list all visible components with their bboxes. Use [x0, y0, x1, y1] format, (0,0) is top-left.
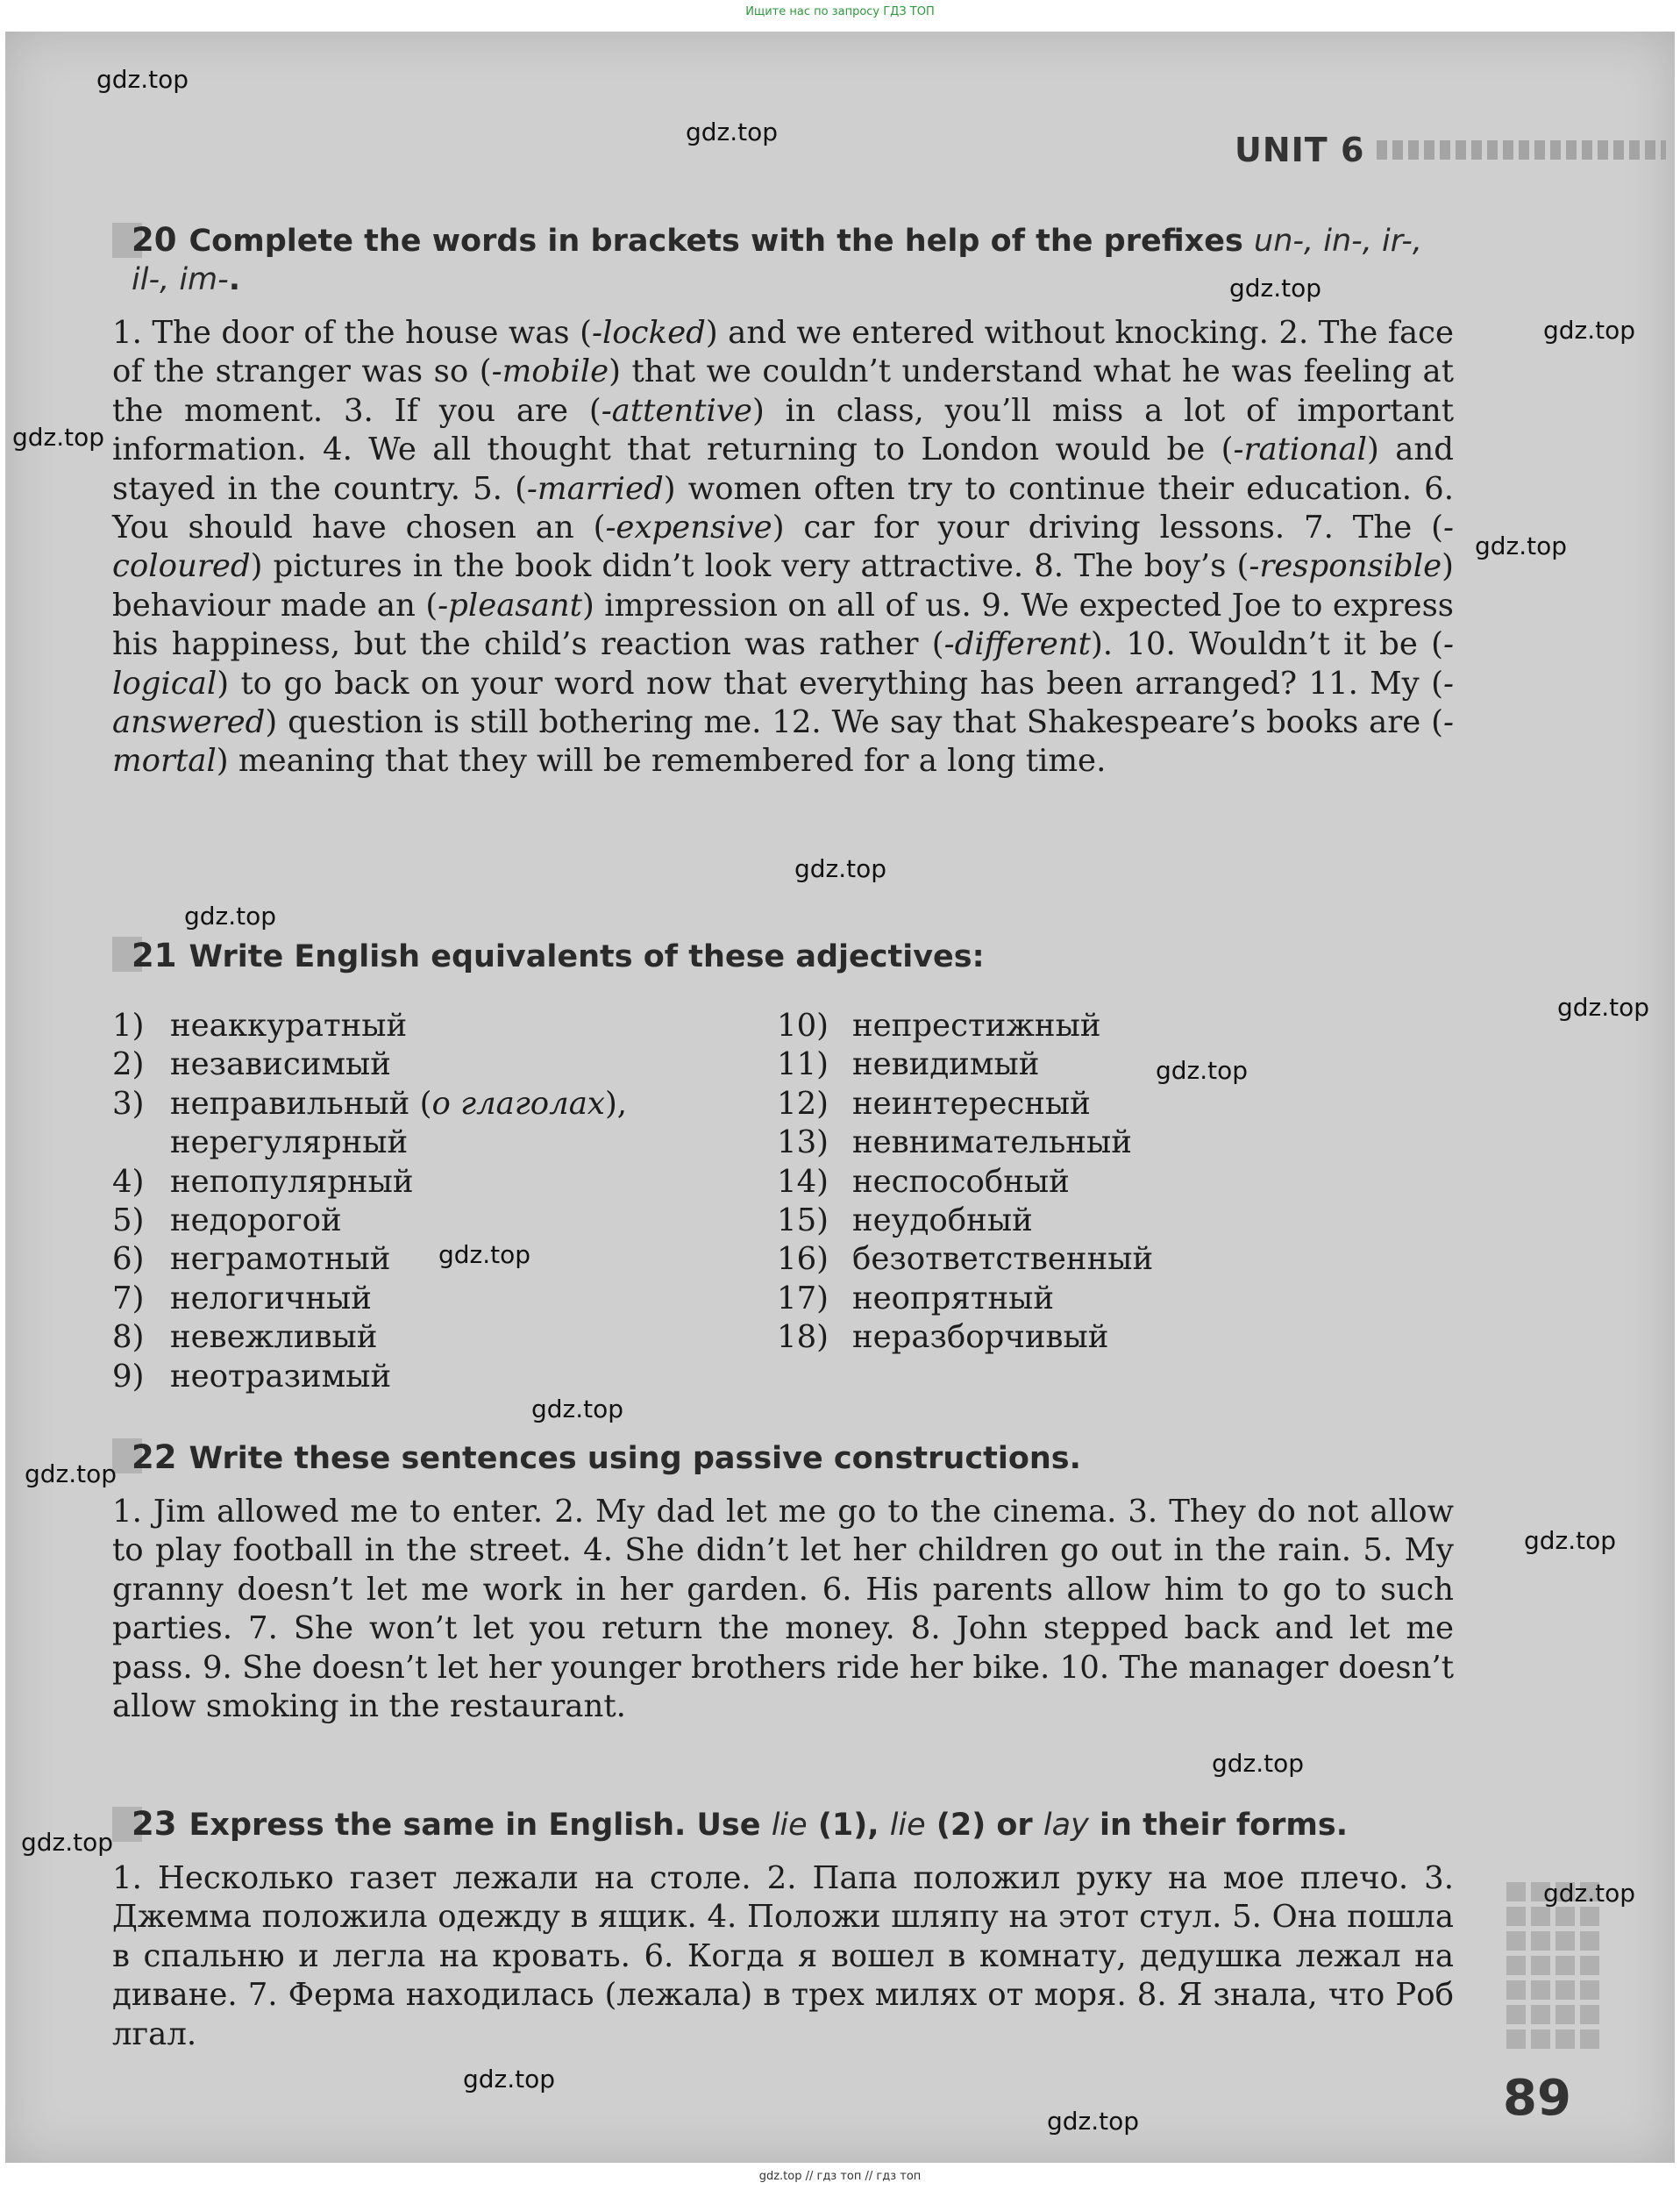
exercise-23-text: 1. Несколько газет лежали на столе. 2. Папа положил руку на мое плечо. 3. Джемма положила одежду в ящик. 4. Положи шляпу на этот стул. 5. Она пошла в спальню и легла на кровать. 6. Когда я вошел в комнату, дедушка лежал на диване. 7. Ферма находилась (лежала) в трех милях от моря. 8. Я знала, что Роб лгал. — [112, 1860, 1454, 2052]
adjective-word: нелогичный — [170, 1280, 372, 1316]
adjective-item — [777, 1240, 1153, 1279]
adjective-word: неинтересный — [852, 1085, 1091, 1122]
adjective-item — [112, 1163, 627, 1202]
sentence-text: ) and stayed in the country. 5. ( — [112, 432, 1455, 507]
adjective-item — [112, 1240, 627, 1279]
adjectives-left-column — [112, 1007, 627, 1396]
item-number: 10) — [777, 1008, 829, 1044]
bracketed-word: -mobile — [491, 353, 609, 390]
watermark: gdz.top — [21, 1828, 114, 1857]
instruction-mid-2: (2) or — [925, 1808, 1043, 1843]
sentence-text: ) to go back on your word now that everything has been arranged? 11. My ( — [217, 665, 1443, 702]
watermark: gdz.top — [1524, 1526, 1617, 1555]
bracketed-word: -answered — [112, 665, 1454, 741]
adjective-item — [777, 1163, 1153, 1202]
exercise-number: 22 — [132, 1438, 177, 1476]
adjective-word: неграмотный — [170, 1241, 391, 1278]
adjective-item — [112, 1085, 627, 1124]
sentence-text: ) in class, you’ll miss a lot of important information. 4. We all thought that returning to London would be ( — [112, 392, 1454, 468]
bracketed-word: -logical — [112, 626, 1454, 702]
adjective-word: нерегулярный — [170, 1124, 409, 1161]
bracketed-word: -coloured — [112, 510, 1454, 585]
item-number: 4) — [112, 1163, 145, 1200]
sentence-text: ) meaning that they will be remembered for a long time. — [216, 743, 1107, 780]
instruction-mid-1: (1), — [807, 1808, 890, 1843]
adjective-word: безответственный — [852, 1241, 1154, 1278]
watermark: gdz.top — [1229, 274, 1322, 303]
adjective-word: невидимый — [852, 1046, 1040, 1083]
watermark: gdz.top — [686, 118, 779, 146]
watermark: gdz.top — [1047, 2107, 1140, 2136]
watermark: gdz.top — [531, 1395, 624, 1423]
adjective-item — [112, 1202, 627, 1240]
adjective-item — [112, 1358, 627, 1396]
adjective-item — [777, 1280, 1153, 1318]
exercise-22-heading — [132, 1438, 1081, 1478]
watermark: gdz.top — [1557, 993, 1650, 1022]
adjective-item — [112, 1045, 627, 1084]
adjectives-right-column — [777, 1007, 1153, 1358]
adjective-item — [777, 1124, 1153, 1162]
header-decoration — [1377, 140, 1666, 160]
sentence-text: ). 10. Wouldn’t it be ( — [1090, 626, 1443, 663]
bracketed-word: -pleasant — [438, 587, 582, 624]
item-number: 6) — [112, 1241, 145, 1278]
exercise-22-text: 1. Jim allowed me to enter. 2. My dad let me go to the cinema. 3. They do not allow to play football in the street. 4. She didn’t let her children go out in the rain. 5. My granny doesn’t let me work in her garden. 6. His parents allow him to go to such parties. 7. She won’t let you return the money. 8. John stepped back and let me pass. 9. She doesn’t let her younger brothers ride her bike. 10. The manager doesn’t allow smoking in the restaurant. — [112, 1494, 1454, 1725]
exercise-instruction-end: . — [228, 262, 241, 297]
item-number: 1) — [112, 1008, 145, 1044]
watermark: gdz.top — [1543, 1879, 1636, 1908]
bracketed-word: -married — [526, 470, 664, 507]
adjective-item — [777, 1202, 1153, 1240]
adjective-word: непрестижный — [852, 1008, 1101, 1044]
page-number: 89 — [1503, 2070, 1571, 2127]
adjective-note-end: ), — [604, 1085, 628, 1122]
adjective-word: неспособный — [852, 1163, 1070, 1200]
adjective-word: невнимательный — [852, 1124, 1132, 1161]
item-number: 3) — [112, 1085, 145, 1122]
bracketed-word: -rational — [1233, 432, 1368, 468]
adjective-word: неаккуратный — [170, 1008, 408, 1044]
watermark: gdz.top — [25, 1459, 117, 1488]
adjective-word: неотразимый — [170, 1358, 392, 1395]
adjective-word: непопулярный — [170, 1163, 414, 1200]
watermark: gdz.top — [463, 2065, 556, 2094]
adjective-item — [112, 1124, 627, 1162]
watermark: gdz.top — [12, 423, 105, 452]
adjective-word: невежливый — [170, 1319, 378, 1356]
item-number: 5) — [112, 1202, 145, 1239]
sentence-text: ) impression on all of us. 9. We expected Joe to express his happiness, but the child’s reaction was rather ( — [112, 587, 1455, 663]
sentence-text: ) question is still bothering me. 12. We say that Shakespeare’s books are ( — [265, 704, 1443, 741]
watermark: gdz.top — [1156, 1056, 1249, 1085]
sentence-text: ) pictures in the book didn’t look very attractive. 8. The boy’s ( — [250, 548, 1249, 585]
adjective-word: неправильный ( — [170, 1085, 432, 1122]
sentence-text: 1. The door of the house was ( — [112, 315, 592, 351]
adjective-word: независимый — [170, 1046, 391, 1083]
watermark: gdz.top — [438, 1240, 531, 1269]
adjective-word: неразборчивый — [852, 1319, 1109, 1356]
adjective-note: о глаголах — [431, 1085, 605, 1122]
adjective-item — [777, 1318, 1153, 1357]
adjective-item — [777, 1007, 1153, 1045]
exercise-instruction: Write these sentences using passive constructions. — [189, 1441, 1081, 1476]
item-number: 9) — [112, 1358, 145, 1395]
sentence-text: ) car for your driving lessons. 7. The ( — [772, 510, 1443, 546]
word-lie-2: lie — [889, 1808, 926, 1843]
adjective-word: недорогой — [170, 1202, 342, 1239]
exercise-number: 21 — [132, 937, 177, 974]
item-number: 12) — [777, 1085, 829, 1122]
adjective-word: неопрятный — [852, 1280, 1055, 1316]
instruction-end: in their forms. — [1088, 1808, 1349, 1843]
bracketed-word: -expensive — [605, 510, 772, 546]
watermark: gdz.top — [184, 902, 277, 931]
adjective-item — [112, 1318, 627, 1357]
item-number: 16) — [777, 1241, 829, 1278]
sentence-text: ) women often try to continue their education. 6. You should have chosen an ( — [112, 470, 1454, 546]
item-number: 11) — [777, 1046, 829, 1083]
bracketed-word: -mortal — [112, 704, 1454, 780]
adjective-item — [777, 1085, 1153, 1124]
sentence-text: ) behaviour made an ( — [112, 548, 1454, 624]
sentence-text: ) and we entered without knocking. 2. The face of the stranger was so ( — [112, 315, 1455, 390]
adjective-item — [112, 1280, 627, 1318]
exercise-instruction: Complete the words in brackets with the help of the prefixes — [189, 224, 1255, 259]
item-number: 13) — [777, 1124, 829, 1161]
top-banner: Ищите нас по запросу ГДЗ ТОП — [745, 5, 935, 18]
word-lay: lay — [1043, 1808, 1089, 1843]
adjective-word: неудобный — [852, 1202, 1033, 1239]
item-number: 7) — [112, 1280, 145, 1316]
exercise-prefixes: un-, in-, ir-, il-, im- — [132, 224, 1423, 297]
watermark: gdz.top — [794, 854, 887, 883]
exercise-20-text — [112, 314, 1454, 781]
bracketed-word: -attentive — [601, 392, 752, 429]
exercise-21-heading — [132, 937, 985, 976]
adjective-item — [112, 1007, 627, 1045]
adjective-item — [777, 1045, 1153, 1084]
item-number: 8) — [112, 1319, 145, 1356]
exercise-instruction: Express the same in English. Use — [189, 1808, 772, 1843]
item-number: 18) — [777, 1319, 829, 1356]
watermark: gdz.top — [1475, 531, 1568, 560]
bottom-banner: gdz.top // гдз топ // гдз топ — [758, 2170, 922, 2183]
exercise-23-heading — [132, 1805, 1348, 1844]
watermark: gdz.top — [1543, 316, 1636, 345]
bracketed-word: -different — [943, 626, 1091, 663]
watermark: gdz.top — [1212, 1749, 1305, 1778]
exercise-number: 20 — [132, 221, 177, 259]
sentence-text: ) that we couldn’t understand what he was feeling at the moment. 3. If you are ( — [112, 353, 1454, 429]
exercise-instruction: Write English equivalents of these adjectives: — [189, 939, 985, 974]
word-lie-1: lie — [771, 1808, 808, 1843]
exercise-number: 23 — [132, 1805, 177, 1843]
item-number: 14) — [777, 1163, 829, 1200]
item-number: 17) — [777, 1280, 829, 1316]
item-number: 2) — [112, 1046, 145, 1083]
unit-title: UNIT 6 — [1235, 131, 1365, 169]
unit-header — [1235, 132, 1666, 168]
bracketed-word: -responsible — [1249, 548, 1442, 585]
item-number: 15) — [777, 1202, 829, 1239]
bracketed-word: -locked — [591, 315, 706, 351]
watermark: gdz.top — [96, 65, 189, 94]
